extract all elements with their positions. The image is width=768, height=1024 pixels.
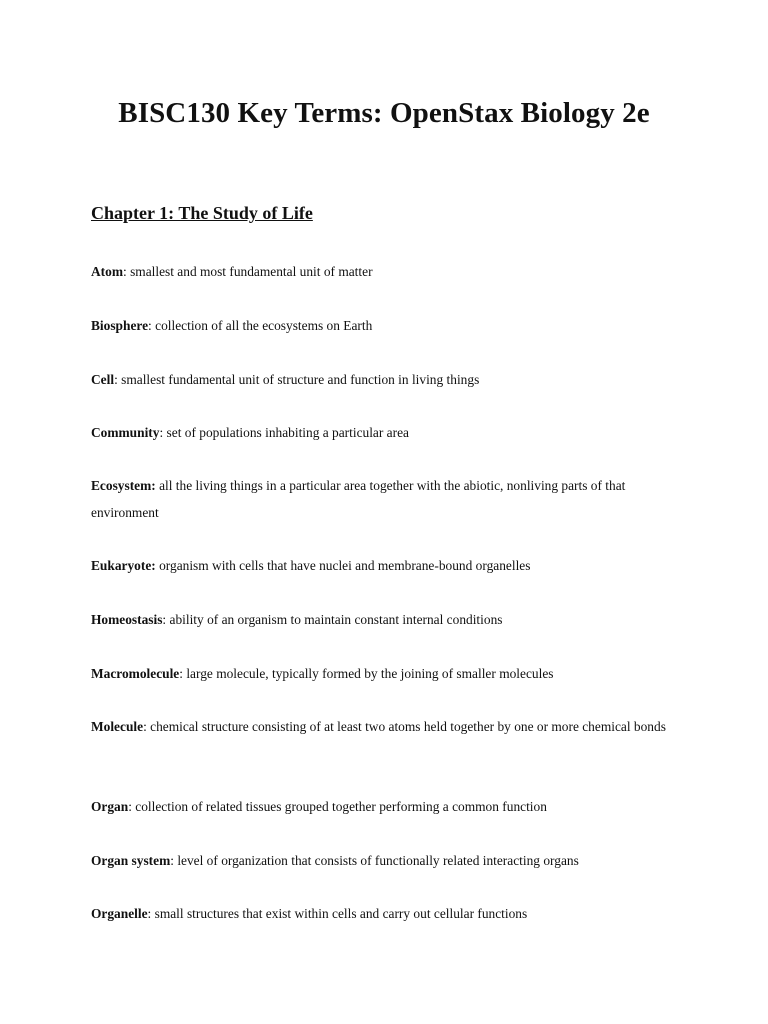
- glossary-entry-molecule: [91, 713, 681, 740]
- glossary-entry-organ-system: [91, 847, 681, 874]
- term: Cell: [91, 372, 115, 387]
- term: Molecule: [91, 719, 144, 734]
- term: Biosphere: [91, 318, 149, 333]
- definition: smallest and most fundamental unit of matter: [126, 264, 373, 279]
- separator: :: [148, 318, 152, 333]
- definition: ability of an organism to maintain constant internal conditions: [166, 612, 503, 627]
- glossary-entry-biosphere: [91, 312, 681, 339]
- term: Organelle: [91, 906, 148, 921]
- definition: collection of related tissues grouped together performing a common function: [131, 799, 547, 814]
- term: Community: [91, 425, 160, 440]
- separator: :: [128, 799, 132, 814]
- term: Ecosystem: [91, 478, 152, 493]
- term: Atom: [91, 264, 123, 279]
- separator: :: [143, 719, 147, 734]
- definition: all the living things in a particular area together with the abiotic, nonliving parts of that environment: [91, 478, 626, 520]
- glossary-entry-ecosystem: [91, 472, 681, 526]
- definition: smallest fundamental unit of structure and function in living things: [117, 372, 480, 387]
- chapter-heading: Chapter 1: The Study of Life: [91, 203, 313, 223]
- glossary-entry-homeostasis: [91, 606, 681, 633]
- separator: :: [159, 425, 164, 440]
- separator: :: [122, 264, 127, 279]
- separator: :: [151, 478, 156, 493]
- separator: :: [147, 906, 152, 921]
- document-title: BISC130 Key Terms: OpenStax Biology 2e: [118, 97, 650, 129]
- separator: :: [162, 612, 167, 627]
- definition: level of organization that consists of functionally related interacting organs: [173, 853, 579, 868]
- term: Macromolecule: [91, 666, 180, 681]
- term: Eukaryote: [91, 558, 152, 573]
- separator: :: [170, 853, 174, 868]
- definition: collection of all the ecosystems on Earth: [151, 318, 373, 333]
- definition: chemical structure consisting of at least two atoms held together by one or more chemical bonds: [146, 719, 666, 734]
- term: Organ system: [91, 853, 171, 868]
- glossary-entry-organ: [91, 793, 681, 820]
- definition: organism with cells that have nuclei and membrane-bound organelles: [155, 558, 531, 573]
- separator: :: [114, 372, 118, 387]
- definition: set of populations inhabiting a particular area: [163, 425, 409, 440]
- separator: :: [151, 558, 156, 573]
- glossary-entry-eukaryote: [91, 552, 681, 579]
- definition: large molecule, typically formed by the joining of smaller molecules: [182, 666, 554, 681]
- glossary-entry-cell: [91, 366, 681, 393]
- glossary-entry-organelle: [91, 900, 681, 927]
- term: Homeostasis: [91, 612, 163, 627]
- separator: :: [179, 666, 183, 681]
- definition: small structures that exist within cells and carry out cellular functions: [151, 906, 528, 921]
- glossary-entry-atom: [91, 258, 681, 285]
- glossary-entry-macromolecule: [91, 660, 681, 687]
- glossary-entry-community: [91, 419, 681, 446]
- term: Organ: [91, 799, 129, 814]
